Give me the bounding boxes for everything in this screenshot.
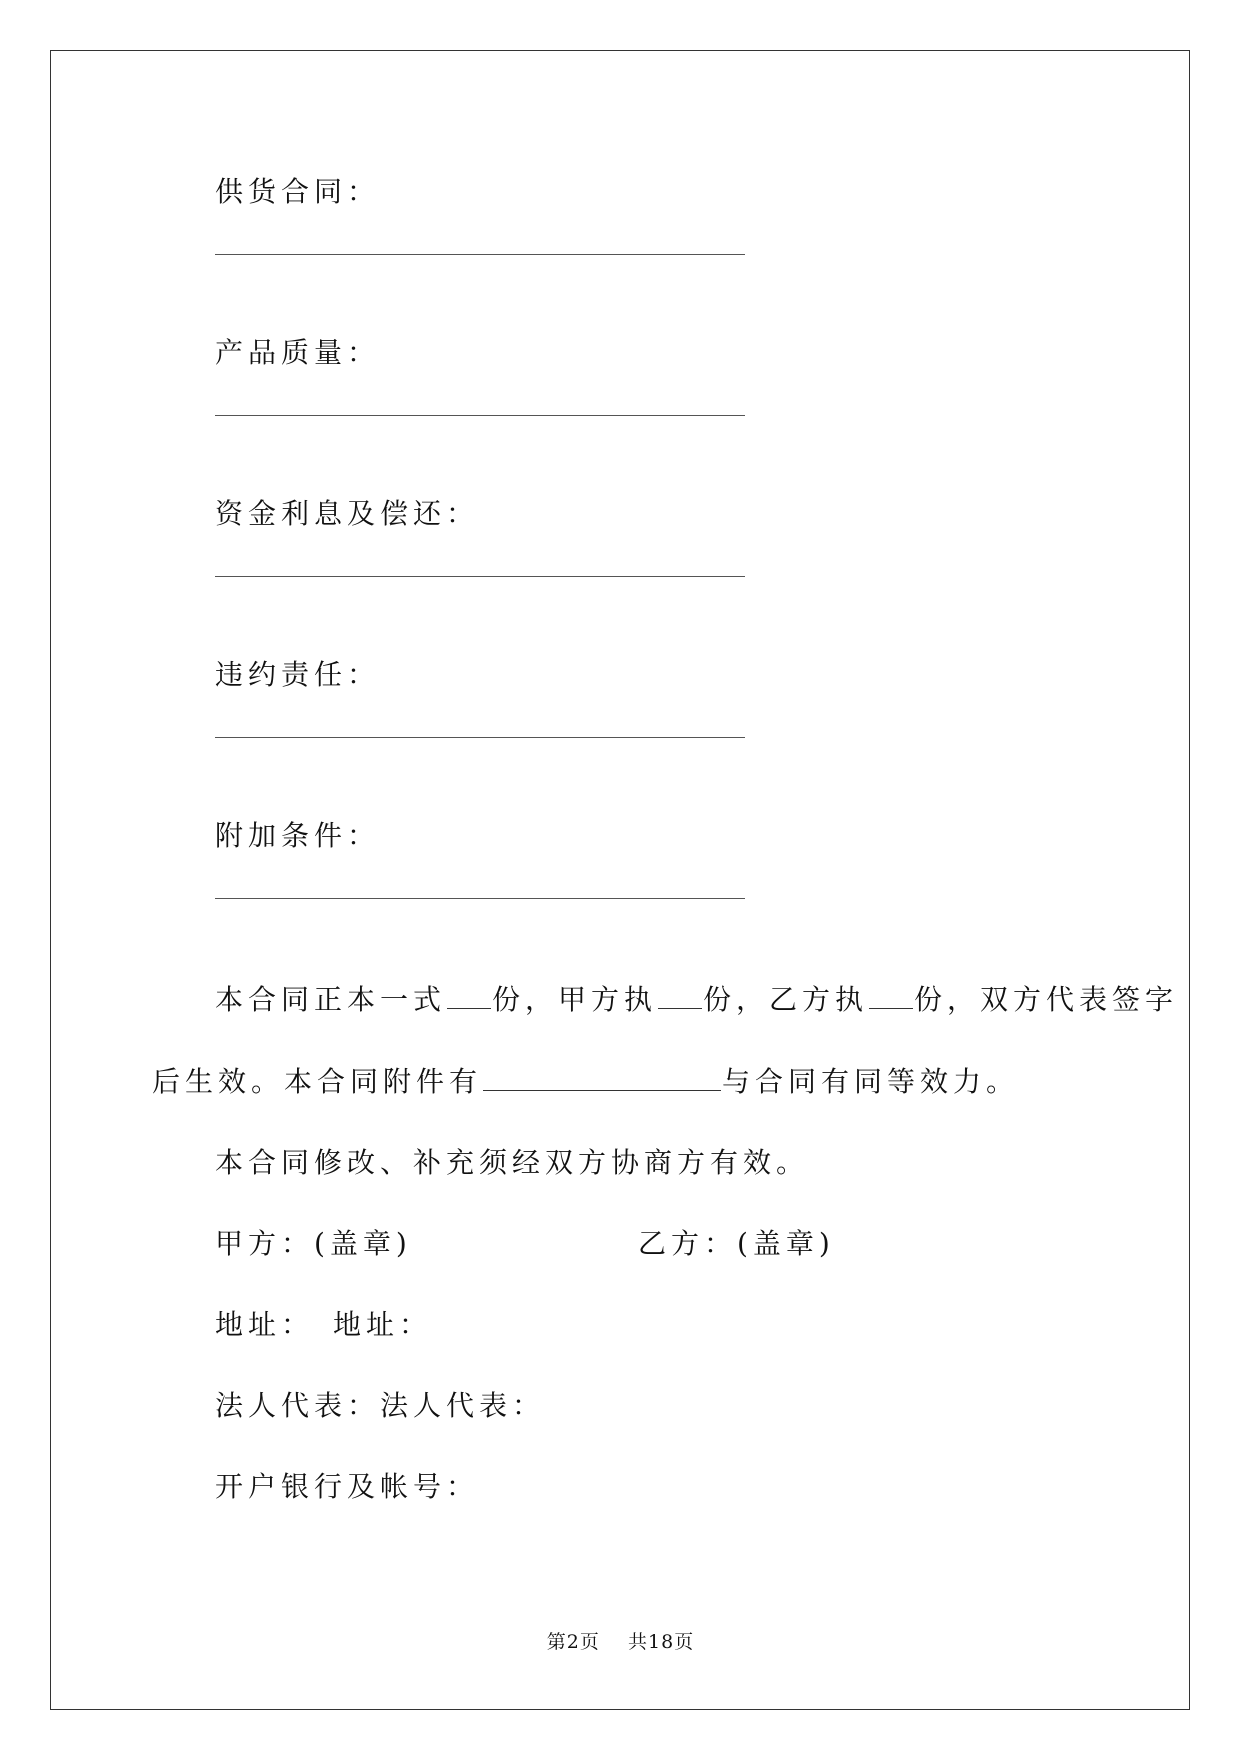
page-suffix: 页 (579, 1631, 600, 1653)
clause-amendment: 本合同修改、补充须经双方协商方有效。 (215, 1146, 810, 1179)
section-product-quality: 产品质量： (215, 336, 381, 369)
section-supply-contract: 供货合同： (215, 175, 381, 208)
fill-in-line-breach-liability (215, 737, 745, 738)
clause-copies (215, 980, 1178, 1020)
section-breach-liability: 违约责任： (215, 658, 381, 691)
blank-attachments (483, 1068, 721, 1091)
page-frame (50, 50, 1190, 1710)
clause-copies-text-3: 份，乙方执 (703, 983, 869, 1016)
fill-in-line-interest-repayment (215, 576, 745, 577)
fill-in-line-supply-contract (215, 254, 745, 255)
total-pages: 18 (648, 1631, 675, 1653)
clause-copies-text-2: 份，甲方执 (492, 983, 658, 1016)
section-interest-repayment: 资金利息及偿还： (215, 497, 480, 530)
clause-copies-text-4: 份，双方代表签字 (914, 983, 1179, 1016)
clause-effect-text-2: 与合同有同等效力。 (722, 1065, 1020, 1098)
fill-in-line-product-quality (215, 415, 745, 416)
blank-party-b-copies (869, 986, 913, 1009)
clause-effect-text-1: 后生效。本合同附件有 (152, 1065, 483, 1098)
fill-in-line-additional-conditions (215, 898, 745, 899)
blank-party-a-copies (658, 986, 702, 1009)
page-prefix: 第 (546, 1631, 567, 1653)
page-number: 2 (566, 1631, 580, 1653)
total-prefix: 共 (628, 1631, 649, 1653)
address-line: 地址： 地址： (215, 1308, 433, 1341)
page-footer (0, 1630, 1241, 1654)
bank-account-line: 开户银行及帐号： (215, 1470, 480, 1503)
blank-total-copies (447, 986, 491, 1009)
clause-effect (152, 1062, 1019, 1102)
party-b-seal: 乙方：(盖章) (638, 1227, 835, 1260)
party-a-seal: 甲方：(盖章) (215, 1227, 412, 1260)
section-additional-conditions: 附加条件： (215, 819, 381, 852)
clause-copies-text-1: 本合同正本一式 (215, 983, 447, 1016)
legal-representative-line: 法人代表：法人代表： (215, 1389, 546, 1422)
total-suffix: 页 (674, 1631, 695, 1653)
